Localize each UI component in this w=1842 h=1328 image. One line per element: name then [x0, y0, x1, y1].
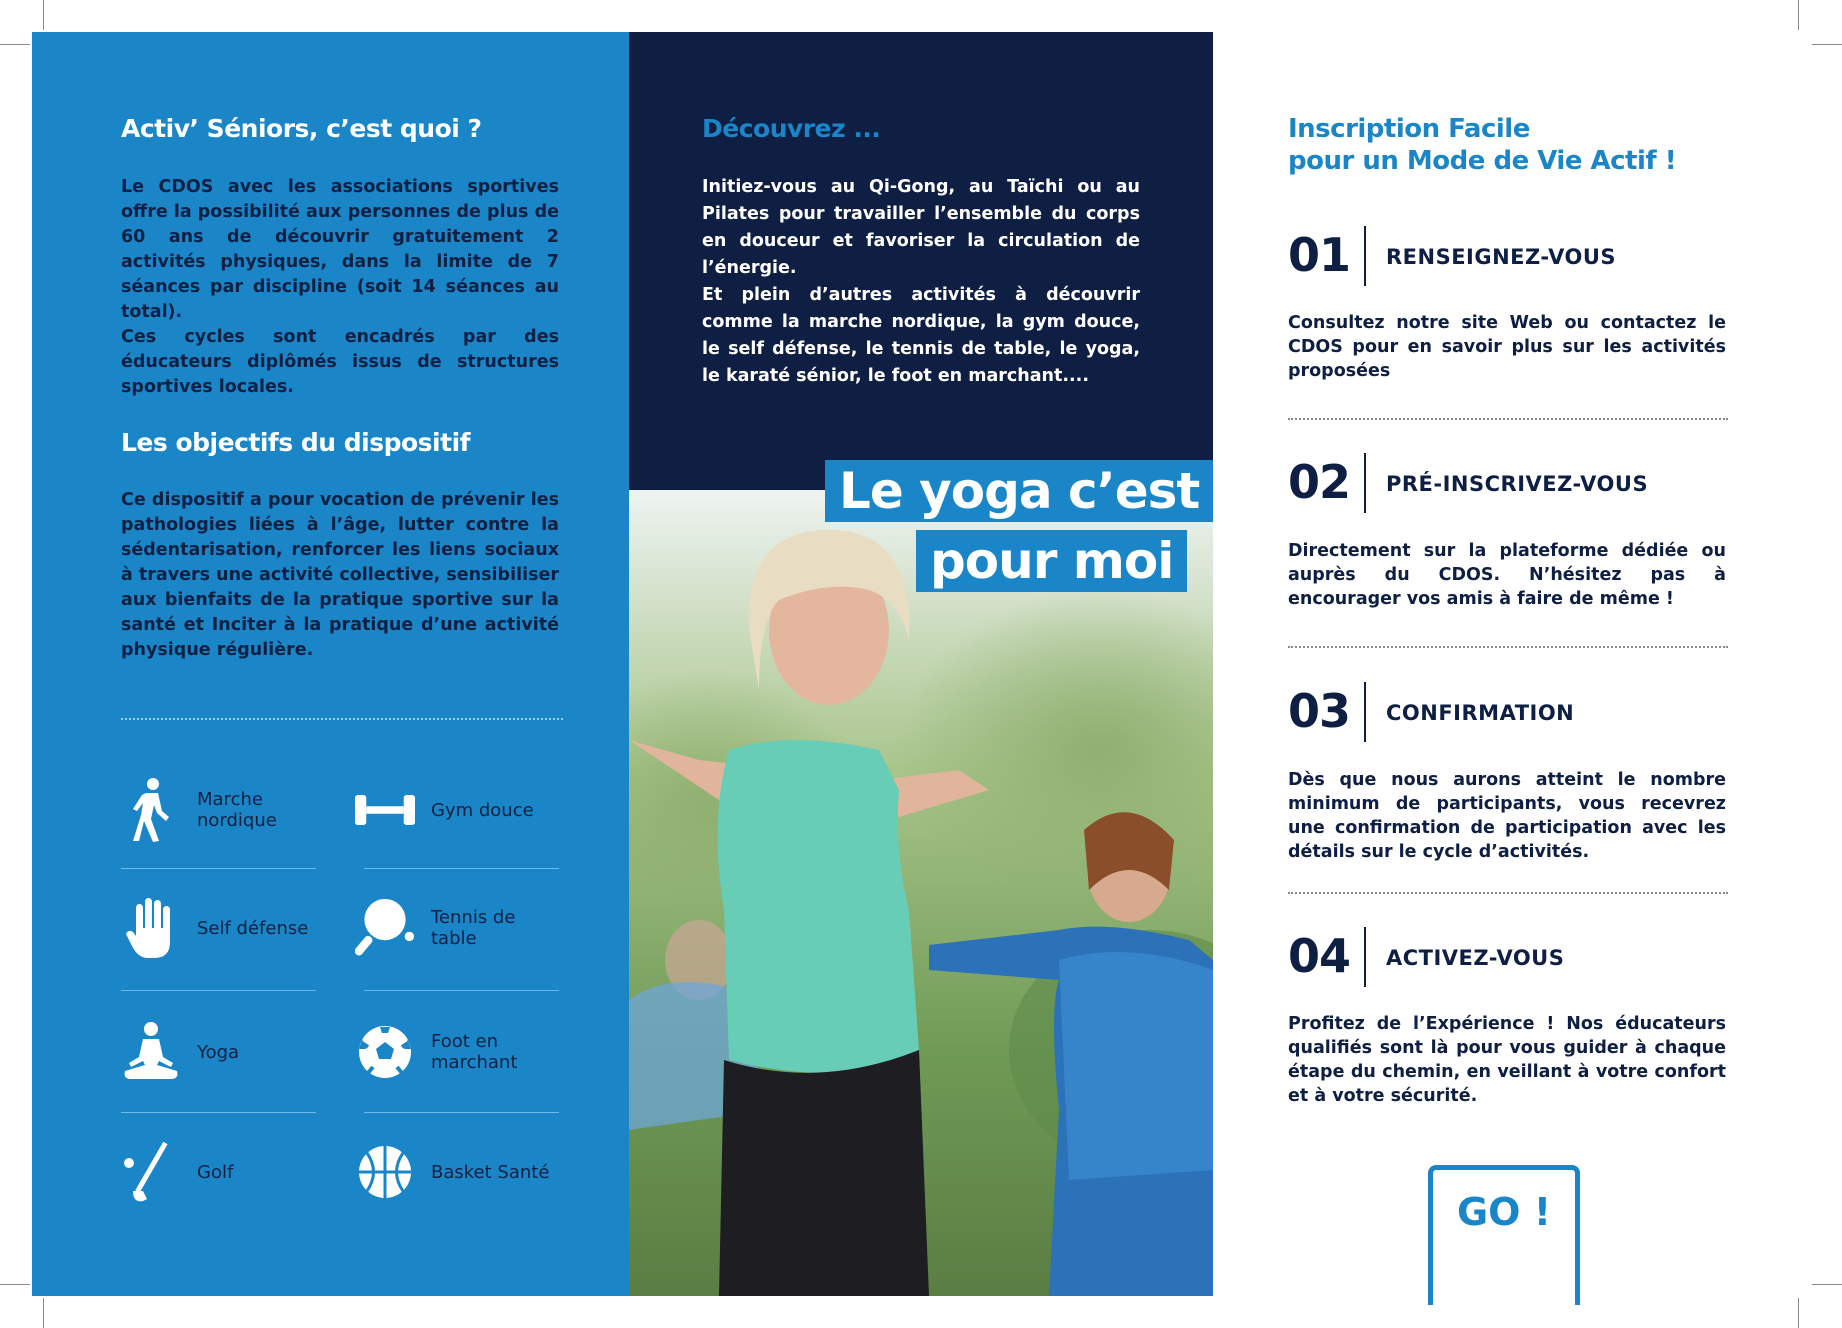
- walking-person-icon: [121, 780, 181, 840]
- activity-gym-douce: [355, 780, 561, 840]
- crop-mark: [43, 1298, 44, 1328]
- activity-label: Basket Santé: [431, 1161, 550, 1183]
- step-divider: [1364, 453, 1366, 513]
- activity-self-defense: [121, 898, 327, 958]
- discover-paragraph-1: Initiez-vous au Qi-Gong, au Taïchi ou au Pilates pour travailler l’ensemble du corps en douceur et favoriser la circulation de l’énergie.: [702, 177, 1140, 278]
- activity-label: Tennis de table: [431, 907, 516, 949]
- open-hand-icon: [121, 898, 181, 958]
- crop-mark: [1812, 1284, 1842, 1285]
- dumbbell-icon: [355, 780, 415, 840]
- section-heading-what-is: Activ’ Séniors, c’est quoi ?: [121, 114, 482, 143]
- yoga-tagline-line-2: pour moi: [916, 530, 1187, 592]
- activity-separator: [121, 1112, 316, 1113]
- activity-golf: [121, 1142, 327, 1202]
- ping-pong-paddle-icon: [355, 898, 415, 958]
- meditation-icon: [121, 1022, 181, 1082]
- go-button[interactable]: [1428, 1165, 1580, 1305]
- step-description: Consultez notre site Web ou contactez le CDOS pour en savoir plus sur les activités proposées: [1288, 313, 1726, 381]
- golf-club-icon: [121, 1142, 181, 1202]
- basketball-icon: [355, 1142, 415, 1202]
- activity-marche-nordique: [121, 780, 327, 840]
- step-divider: [1364, 927, 1366, 987]
- step-title: RENSEIGNEZ-VOUS: [1386, 245, 1616, 269]
- activity-label: Self défense: [197, 917, 309, 939]
- educators-paragraph: Ces cycles sont encadrés par des éducateurs diplômés issus de structures sportives locales.: [121, 327, 559, 397]
- activity-tennis-de-table: [355, 898, 561, 958]
- activity-foot-en-marchant: [355, 1022, 561, 1082]
- step-title: PRÉ-INSCRIVEZ-VOUS: [1386, 472, 1649, 496]
- step-title: CONFIRMATION: [1386, 701, 1575, 725]
- intro-paragraph: Le CDOS avec les associations sportives offre la possibilité aux personnes de plus de 60 ans de découvrir gratuitement 2 activités physiques, dans la limite de 7 séances par discipline (soit 14 séances au total).: [121, 177, 559, 322]
- step-divider: [1364, 682, 1366, 742]
- crop-mark: [1798, 1298, 1799, 1328]
- soccer-ball-icon: [355, 1022, 415, 1082]
- step-divider: [1364, 226, 1366, 286]
- step-number: 01: [1288, 228, 1351, 282]
- activity-separator: [364, 1112, 559, 1113]
- activity-label: Foot en marchant: [431, 1031, 518, 1073]
- crop-mark: [1812, 44, 1842, 45]
- step-number: 02: [1288, 455, 1351, 509]
- step-description: Directement sur la plateforme dédiée ou auprès du CDOS. N’hésitez pas à encourager vos amis à faire de même !: [1288, 541, 1726, 609]
- step-description: Dès que nous aurons atteint le nombre minimum de participants, vous recevrez une confirmation de participation avec les détails sur le cycle d’activités.: [1288, 770, 1726, 862]
- section-heading-objectives: Les objectifs du dispositif: [121, 428, 471, 457]
- dotted-divider: [1288, 418, 1728, 420]
- crop-mark: [0, 44, 30, 45]
- activity-separator: [364, 868, 559, 869]
- activity-label: Golf: [197, 1161, 234, 1183]
- activity-basket-sante: [355, 1142, 561, 1202]
- activity-separator: [364, 990, 559, 991]
- dotted-divider: [1288, 892, 1728, 894]
- seniors-exercising-photo: [629, 490, 1213, 1296]
- step-description: Profitez de l’Expérience ! Nos éducateurs qualifiés sont là pour vous guider à chaque étape du chemin, en veillant à votre confort et à votre sécurité.: [1288, 1014, 1726, 1106]
- step-number: 04: [1288, 929, 1351, 983]
- dotted-divider: [1288, 646, 1728, 648]
- activity-separator: [121, 868, 316, 869]
- crop-mark: [1798, 0, 1799, 30]
- yoga-tagline-line-1: Le yoga c’est: [825, 460, 1213, 522]
- objectives-paragraph: Ce dispositif a pour vocation de prévenir les pathologies liées à l’âge, lutter contre la sédentarisation, renforcer les liens sociaux à travers une activité collective, sensibiliser aux bienfaits de la pratique sportive sur la santé et Inciter à la pratique d’une activité physique régulière.: [121, 490, 559, 660]
- activity-label: Yoga: [197, 1041, 240, 1063]
- crop-mark: [43, 0, 44, 30]
- activity-label: Marche nordique: [197, 789, 277, 831]
- inscription-heading-line-2: pour un Mode de Vie Actif !: [1288, 146, 1677, 176]
- dotted-divider: [121, 718, 563, 720]
- activity-label: Gym douce: [431, 799, 534, 821]
- inscription-heading-line-1: Inscription Facile: [1288, 114, 1530, 144]
- activity-separator: [121, 990, 316, 991]
- activity-yoga: [121, 1022, 327, 1082]
- discover-heading: Découvrez ...: [702, 114, 881, 143]
- step-number: 03: [1288, 684, 1351, 738]
- go-button-label: GO !: [1456, 1190, 1552, 1234]
- step-title: ACTIVEZ-VOUS: [1386, 946, 1565, 970]
- crop-mark: [0, 1284, 30, 1285]
- discover-paragraph-2: Et plein d’autres activités à découvrir comme la marche nordique, la gym douce, le self défense, le tennis de table, le yoga, le karaté sénior, le foot en marchant....: [702, 285, 1140, 386]
